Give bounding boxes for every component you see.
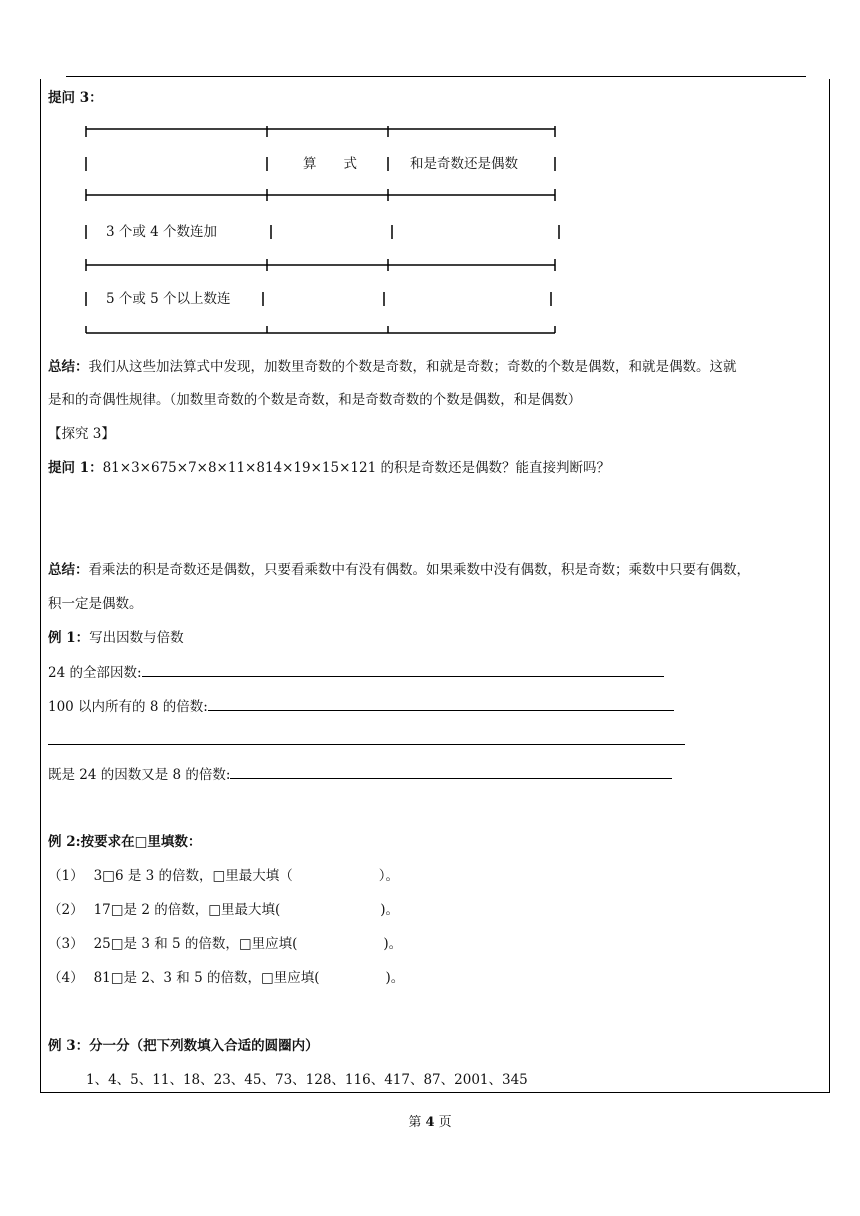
question-1-label: 提问 1： [48,460,103,476]
example-3-numbers: 1、4、5、11、18、23、45、73、128、116、417、87、2001、345 [86,1072,528,1088]
example-1-heading: 例 1：写出因数与倍数 [48,630,184,646]
example-2-heading: 例 2:按要求在□里填数： [48,834,202,850]
answer-blank[interactable] [230,764,672,779]
answer-blank[interactable] [142,662,664,677]
summary-2-line-1: 总结：看乘法的积是奇数还是偶数，只要看乘数中有没有偶数。如果乘数中没有偶数，积是奇数；乘数中只要有偶数， [48,562,750,578]
answer-blank[interactable] [48,730,685,745]
summary-2-label: 总结： [48,562,89,578]
example-2-item-4: （4） 81□是 2、3 和 5 的倍数，□里应填( )。 [48,970,405,986]
page-number: 第 4 页 [408,1115,452,1130]
example-2-item-2: （2） 17□是 2 的倍数，□里最大填( )。 [48,902,400,918]
question-1: 提问 1：81×3×675×7×8×11×814×19×15×121 的积是奇数还是偶数？能直接判断吗？ [48,460,610,476]
example-3-heading: 例 3：分一分（把下列数填入合适的圆圈内） [48,1038,319,1054]
example-1-item-4: 既是 24 的因数又是 8 的倍数: [48,764,672,785]
example-1-label: 例 1： [48,630,90,646]
table-row-1-label: 3 个或 4 个数连加 [106,224,218,240]
example-1-item-1: 24 的全部因数: [48,662,664,683]
answer-blank[interactable] [208,696,674,711]
example-2-item-3: （3） 25□是 3 和 5 的倍数，□里应填( )。 [48,936,403,952]
summary-1-label: 总结： [48,359,89,375]
example-1-item-3 [48,730,685,751]
table-header-formula: 算 式 [303,156,357,172]
summary-1-line-2: 是和的奇偶性规律。（加数里奇数的个数是奇数，和是奇数奇数的个数是偶数，和是偶数） [48,392,582,408]
example-1-item-2: 100 以内所有的 8 的倍数: [48,696,674,717]
summary-2-line-2: 积一定是偶数。 [48,596,143,612]
summary-1-line-1: 总结：我们从这些加法算式中发现，加数里奇数的个数是奇数，和就是奇数；奇数的个数是偶数，和就是偶数。这就 [48,359,737,375]
question-3-label: 提问 3： [48,90,103,106]
table-header-parity: 和是奇数还是偶数 [410,156,518,172]
explore-3-heading: 【探究 3】 [48,426,115,442]
example-2-item-1: （1） 3□6 是 3 的倍数，□里最大填（ ）。 [48,868,399,884]
table-row-2-label: 5 个或 5 个以上数连 [106,291,231,307]
